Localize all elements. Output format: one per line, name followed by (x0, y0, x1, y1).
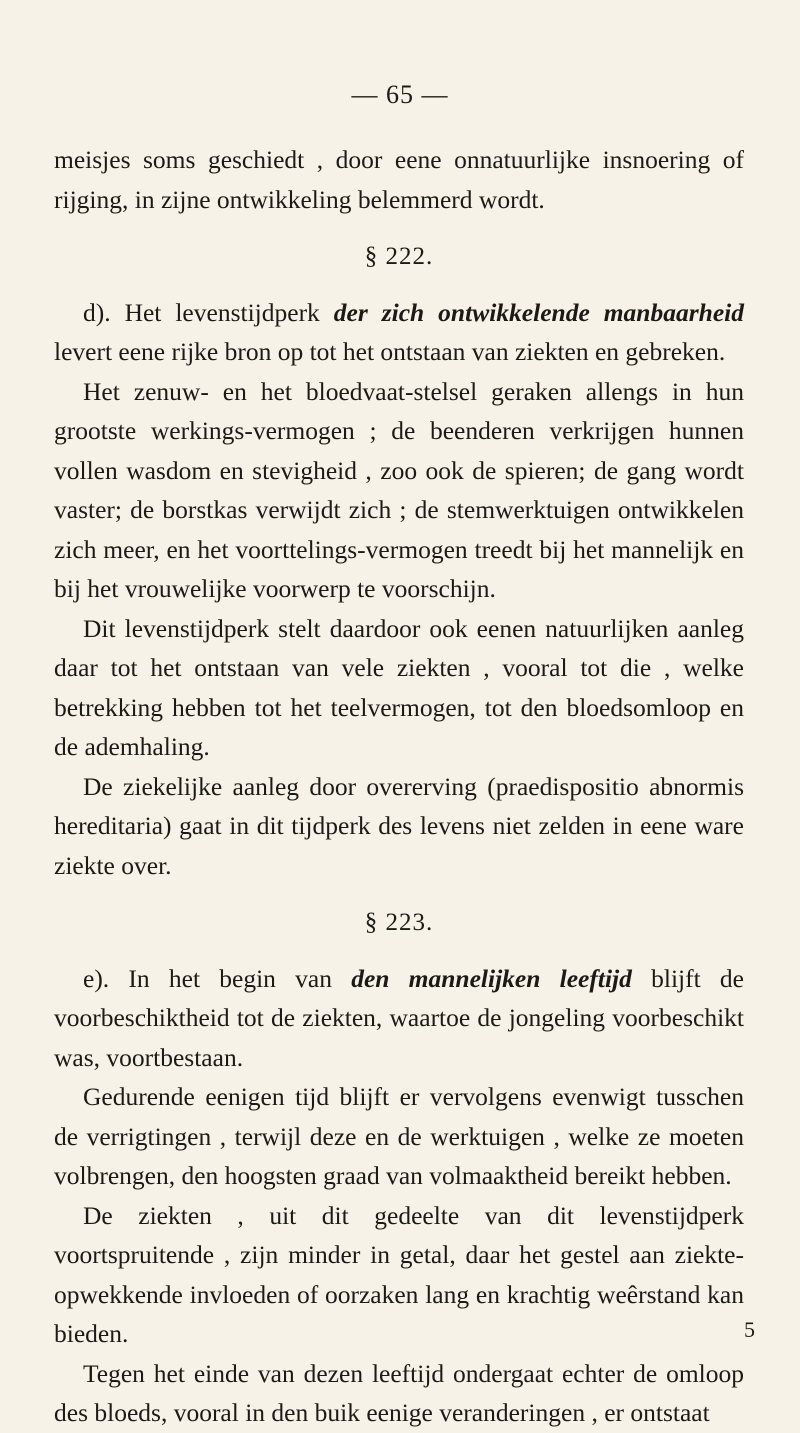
paragraph-text: d). Het levenstijdperk (83, 297, 334, 327)
paragraph-text: e). In het begin van (83, 963, 352, 993)
paragraph-text: De ziekelijke aanleg door overerving (praedispositio abnormis hereditaria) gaat in dit tijdperk des levens niet zelden in eene ware ziekte over. (54, 771, 744, 880)
paragraph (54, 372, 744, 609)
paragraph-text: Gedurende eenigen tijd blijft er vervolgens evenwigt tusschen de verrigtingen , terwijl deze en de werktuigen , welke ze moeten volbrengen, den hoogsten graad van volmaaktheid bereikt hebben. (54, 1082, 744, 1190)
paragraph-text: blijft de voorbeschiktheid tot de ziekten, waartoe de jongeling voorbeschikt was, voortbestaan. (54, 963, 744, 1072)
page-number: — 65 — (351, 80, 449, 109)
paragraph (54, 293, 744, 372)
emphasized-phrase: der zich ontwikkelende manbaarheid (333, 297, 744, 327)
paragraph-text: Dit levenstijdperk stelt daardoor ook eenen natuurlijken aanleg daar tot het ontstaan van vele ziekten , vooral tot die , welke betrekking hebben tot het teelvermogen, tot den bloedsomloop en de ademhaling. (54, 613, 744, 761)
paragraph (54, 1354, 744, 1433)
paragraph (54, 1196, 744, 1354)
paragraph (54, 609, 744, 767)
signature-mark: 5 (744, 1317, 755, 1342)
paragraph-text: levert eene rijke bron op tot het ontstaan van ziekten en gebreken. (54, 337, 726, 366)
paragraph-text: meisjes soms geschiedt , door eene onnatuurlijke insnoering of rijging, in zijne ontwikkeling belemmerd wordt. (54, 145, 744, 214)
emphasized-phrase: den mannelijken leeftijd (351, 963, 632, 993)
paragraph-text: Het zenuw- en het bloedvaat-stelsel geraken allengs in hun grootste werkings-vermogen ; de beenderen verkrijgen hunnen vollen wasdom en stevigheid , zoo ook de spieren; de gang wordt vaster; de borstkas verwijdt zich ; de stemwerktuigen ontwikkelen zich meer, en het voorttelings-vermogen treedt bij het mannelijk en bij het vrouwelijke voorwerp te voorschijn. (54, 376, 744, 603)
body-text (54, 140, 744, 1433)
paragraph (54, 767, 744, 886)
paragraph (54, 959, 744, 1078)
paragraph (54, 140, 744, 219)
section-heading: § 223. (364, 909, 434, 936)
paragraph-text: De ziekten , uit dit gedeelte van dit levenstijdperk voortspruitende , zijn minder in getal, daar het gestel aan ziekte-opwekkende invloeden of oorzaken lang en krachtig weêrstand kan bieden. (54, 1200, 744, 1348)
paragraph (54, 1077, 744, 1196)
section-heading: § 222. (364, 243, 434, 270)
paragraph-text: Tegen het einde van dezen leeftijd ondergaat echter de omloop des bloeds, vooral in den buik eenige veranderingen , er ontstaat (54, 1358, 744, 1427)
